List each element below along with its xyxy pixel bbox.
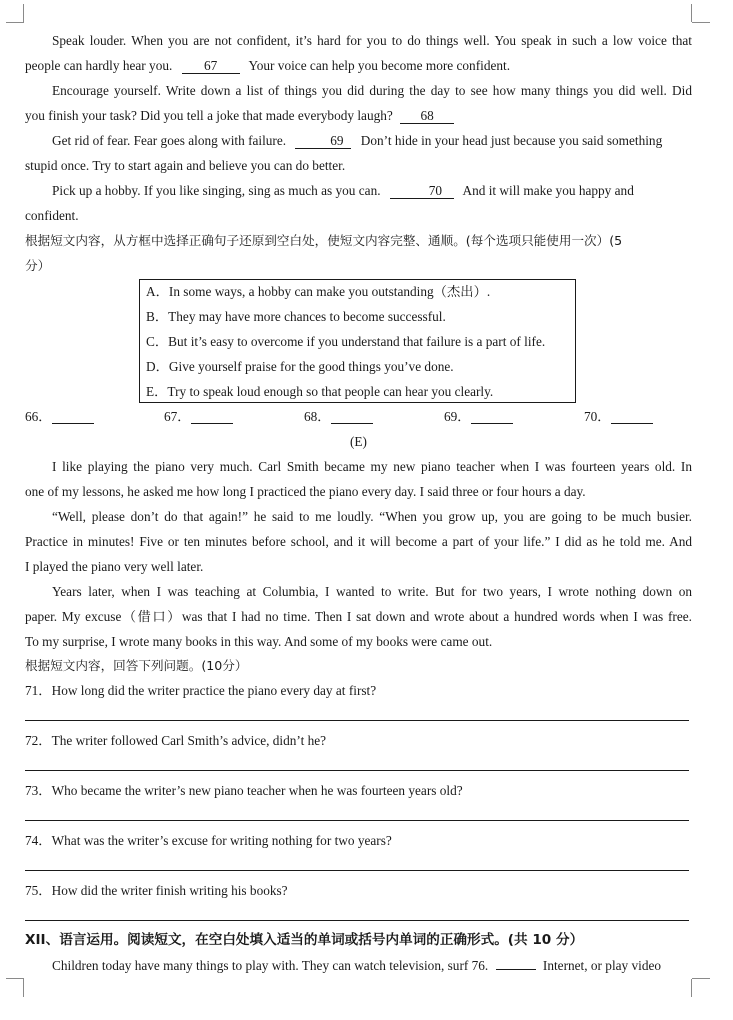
paragraph-line (25, 183, 692, 199)
text-segment: Don’t hide in your head just because you said something (360, 133, 663, 148)
instruction-text: 根据短文内容，从方框中选择正确句子还原到空白处，使短文内容完整、通顺。(每个选项只能使用一次）(5 (25, 233, 623, 248)
paragraph-line: Practice in minutes! Five or ten minutes before school, and it will become a part of your life.” I did as he told me. And (25, 534, 692, 549)
question-72: 72．The writer followed Carl Smith’s advice, didn’t he? (25, 733, 327, 748)
answer-label-69: 69． (444, 409, 471, 424)
option-c: C．But it’s easy to overcome if you understand that failure is a part of life. (146, 334, 546, 349)
paragraph-line (25, 108, 692, 124)
answer-blank-66[interactable] (52, 423, 94, 424)
paragraph-line: Speak louder. When you are not confident, it’s hard for you to do things well. You speak in such a low voice that (52, 33, 692, 48)
question-71: 71．How long did the writer practice the piano every day at first? (25, 683, 377, 698)
text-segment: Children today have many things to play with. They can watch television, surf 76. (52, 958, 489, 973)
paragraph-line: Encourage yourself. Write down a list of things you did during the day to see how many things you did well. Did (52, 83, 692, 98)
answer-line-72[interactable] (25, 770, 689, 771)
answer-label-66: 66． (25, 409, 52, 424)
answer-blank-68[interactable] (331, 423, 373, 424)
text-segment: people can hardly hear you. (25, 58, 173, 73)
blank-70[interactable]: 70 (390, 184, 454, 199)
answer-blank-69[interactable] (471, 423, 513, 424)
blank-68[interactable]: 68 (400, 109, 454, 124)
blank-76[interactable] (496, 969, 536, 970)
paragraph-line: one of my lessons, he asked me how long I practiced the piano every day. I said three or four hours a day. (25, 484, 586, 499)
paragraph-line: Years later, when I was teaching at Columbia, I wanted to write. But for two years, I wrote nothing down on (52, 584, 692, 599)
answer-line-75[interactable] (25, 920, 689, 921)
answer-label-70: 70． (584, 409, 611, 424)
paragraph-line (25, 958, 692, 974)
question-74: 74．What was the writer’s excuse for writing nothing for two years? (25, 833, 392, 848)
paragraph-line: To my surprise, I wrote many books in this way. And some of my books were came out. (25, 634, 493, 649)
blank-67[interactable]: 67 (182, 59, 240, 74)
option-a: A．In some ways, a hobby can make you outstanding（杰出）. (146, 284, 491, 299)
paragraph-line (25, 58, 692, 74)
text-segment: Get rid of fear. Fear goes along with failure. (52, 133, 287, 148)
option-d: D．Give yourself praise for the good things you’ve done. (146, 359, 454, 374)
section-xii-heading: XII、语言运用。阅读短文，在空白处填入适当的单词或括号内单词的正确形式。(共 10 分） (25, 932, 584, 948)
section-heading: (E) (350, 434, 367, 449)
text-segment: Internet, or play video (542, 958, 662, 973)
instruction-text: 分） (25, 258, 51, 273)
text-segment: you finish your task? Did you tell a joke that made everybody laugh? (25, 108, 393, 123)
blank-69[interactable]: 69 (295, 134, 351, 149)
question-75: 75．How did the writer finish writing his books? (25, 883, 288, 898)
paragraph-line: I like playing the piano very much. Carl Smith became my new piano teacher when I was fourteen years old. In (52, 459, 692, 474)
text-segment: Pick up a hobby. If you like singing, sing as much as you can. (52, 183, 381, 198)
paragraph-line: stupid once. Try to start again and believe you can do better. (25, 158, 346, 173)
text-segment: And it will make you happy and (462, 183, 634, 198)
option-b: B．They may have more chances to become successful. (146, 309, 446, 324)
answer-label-67: 67． (164, 409, 191, 424)
paragraph-line: “Well, please don’t do that again!” he said to me loudly. “When you grow up, you are going to be much busier. (52, 509, 692, 524)
answer-blank-70[interactable] (611, 423, 653, 424)
option-e: E．Try to speak loud enough so that people can hear you clearly. (146, 384, 494, 399)
options-box (139, 279, 576, 403)
paragraph-line: I played the piano very well later. (25, 559, 204, 574)
paragraph-line (25, 133, 692, 149)
answer-line-74[interactable] (25, 870, 689, 871)
question-73: 73．Who became the writer’s new piano teacher when he was fourteen years old? (25, 783, 463, 798)
paragraph-line: paper. My excuse（借口）was that I had no time. Then I sat down and wrote about a hundred words when I was free. (25, 609, 692, 624)
answer-line-71[interactable] (25, 720, 689, 721)
instruction-text: 根据短文内容，回答下列问题。(10分） (25, 658, 248, 673)
paragraph-line: confident. (25, 208, 79, 223)
answer-blank-67[interactable] (191, 423, 233, 424)
text-segment: Your voice can help you become more confident. (248, 58, 511, 73)
answer-label-68: 68． (304, 409, 331, 424)
answer-line-73[interactable] (25, 820, 689, 821)
